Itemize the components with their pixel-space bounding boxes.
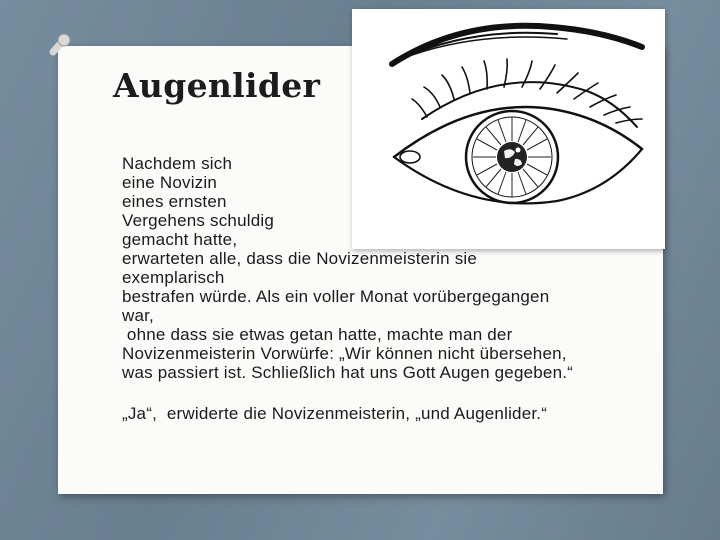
text-line: bestrafen würde. Als ein voller Monat vorübergegangen — [122, 287, 550, 307]
paragraph-gap — [122, 382, 652, 404]
text-line: eines ernsten — [122, 192, 227, 212]
text-line: erwarteten alle, dass die Novizenmeisterin sie — [122, 249, 478, 269]
text-line: Nachdem sich — [122, 154, 233, 173]
text-line: was passiert ist. Schließlich hat uns Gott Augen gegeben.“ — [122, 363, 574, 383]
text-line: Novizenmeisterin Vorwürfe: „Wir können nicht übersehen, — [122, 344, 567, 364]
text-line: gemacht hatte, — [122, 230, 238, 250]
pushpin-icon — [46, 30, 74, 58]
text-line: war, — [122, 306, 154, 326]
closing-line: „Ja“, erwiderte die Novizenmeisterin, „und Augenlider.“ — [122, 404, 548, 424]
text-line: exemplarisch — [122, 268, 225, 288]
story-text — [122, 154, 652, 423]
slide-title: Augenlider — [113, 66, 321, 105]
text-line: ohne dass sie etwas getan hatte, machte man der — [122, 325, 513, 345]
text-line: Vergehens schuldig — [122, 211, 274, 231]
text-line: eine Novizin — [122, 173, 218, 193]
